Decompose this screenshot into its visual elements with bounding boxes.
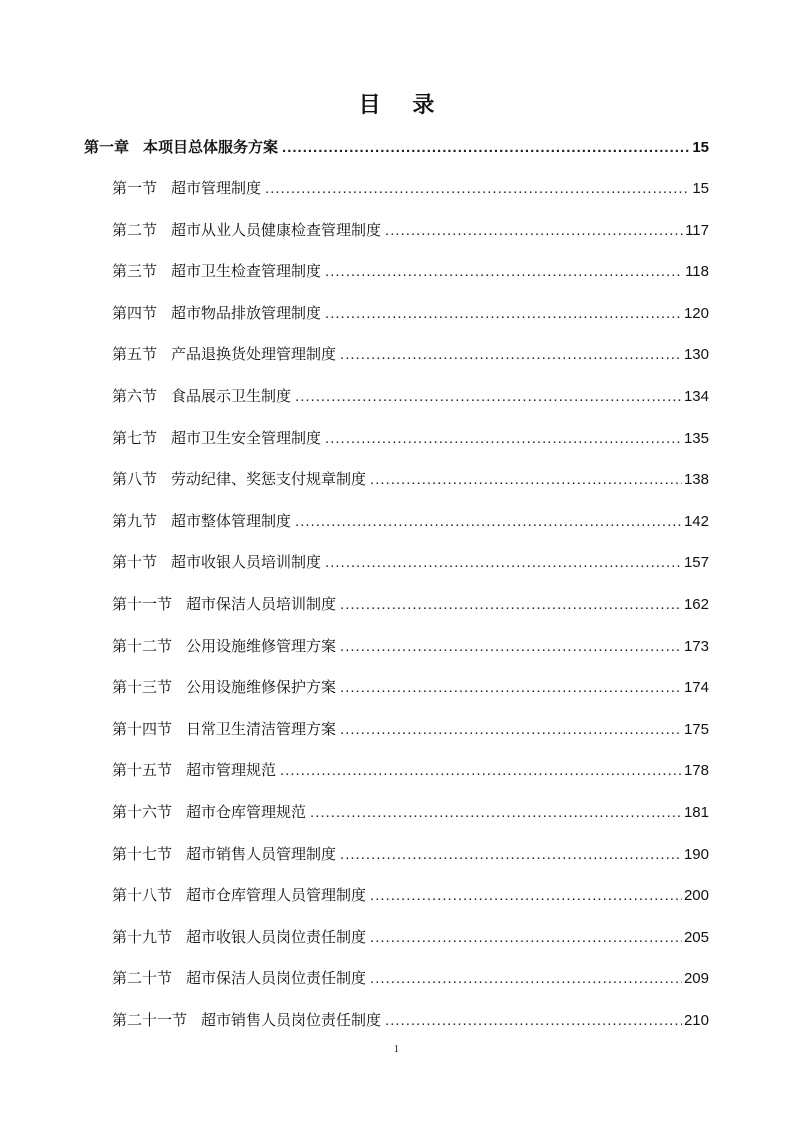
section-page: 162 [683, 596, 709, 613]
section-title: 超市仓库管理规范 [186, 803, 307, 821]
dot-leader [370, 887, 682, 904]
section-number: 第六节 [112, 387, 158, 405]
section-number: 第九节 [112, 512, 158, 530]
toc-section-20[interactable] [112, 967, 709, 991]
section-number: 第四节 [112, 304, 158, 322]
section-page: 173 [683, 638, 709, 655]
dot-leader [340, 721, 682, 738]
toc-section-7[interactable] [112, 427, 709, 451]
section-number: 第十八节 [112, 886, 173, 904]
section-number: 第十五节 [112, 761, 173, 779]
dot-leader [370, 970, 682, 987]
section-title: 超市物品排放管理制度 [171, 304, 322, 322]
section-page: 174 [683, 679, 709, 696]
section-page: 210 [683, 1012, 709, 1029]
chapter-number: 第一章 [84, 138, 130, 156]
dot-leader [310, 804, 682, 821]
toc-section-4[interactable] [112, 302, 709, 326]
dot-leader [295, 513, 682, 530]
section-number: 第十三节 [112, 678, 173, 696]
section-page: 175 [683, 721, 709, 738]
section-number: 第七节 [112, 429, 158, 447]
toc-section-5[interactable] [112, 343, 709, 367]
dot-leader [370, 929, 682, 946]
toc-section-16[interactable] [112, 801, 709, 825]
toc-section-17[interactable] [112, 843, 709, 867]
section-number: 第五节 [112, 345, 158, 363]
section-page: 120 [683, 305, 709, 322]
section-page: 200 [683, 887, 709, 904]
dot-leader [325, 554, 682, 571]
section-page: 178 [683, 762, 709, 779]
section-number: 第十四节 [112, 720, 173, 738]
toc-section-1[interactable] [112, 177, 709, 201]
section-number: 第十六节 [112, 803, 173, 821]
dot-leader [385, 1012, 682, 1029]
section-title: 超市从业人员健康检查管理制度 [171, 221, 382, 239]
dot-leader [280, 762, 682, 779]
dot-leader [385, 222, 683, 239]
section-page: 157 [683, 554, 709, 571]
toc-section-9[interactable] [112, 510, 709, 534]
section-page: 190 [683, 846, 709, 863]
toc-section-14[interactable] [112, 718, 709, 742]
dot-leader [325, 430, 682, 447]
dot-leader [340, 846, 682, 863]
section-page: 209 [683, 970, 709, 987]
toc-section-10[interactable] [112, 551, 709, 575]
section-number: 第八节 [112, 470, 158, 488]
toc-section-13[interactable] [112, 676, 709, 700]
section-title: 产品退换货处理管理制度 [171, 345, 337, 363]
section-number: 第二十一节 [112, 1011, 188, 1029]
section-title: 超市销售人员管理制度 [186, 845, 337, 863]
section-page: 118 [685, 263, 709, 280]
section-title: 超市卫生检查管理制度 [171, 262, 322, 280]
toc-section-19[interactable] [112, 926, 709, 950]
section-page: 130 [683, 346, 709, 363]
dot-leader [340, 638, 682, 655]
toc-section-11[interactable] [112, 593, 709, 617]
section-title: 劳动纪律、奖惩支付规章制度 [171, 470, 367, 488]
section-number: 第十二节 [112, 637, 173, 655]
section-title: 食品展示卫生制度 [171, 387, 292, 405]
section-title: 公用设施维修管理方案 [186, 637, 337, 655]
chapter-title: 本项目总体服务方案 [143, 138, 279, 156]
section-title: 超市保洁人员培训制度 [186, 595, 337, 613]
section-page: 181 [683, 804, 709, 821]
chapter-page: 15 [692, 139, 709, 156]
section-title: 超市管理制度 [171, 179, 262, 197]
dot-leader [325, 305, 682, 322]
toc-section-18[interactable] [112, 884, 709, 908]
section-number: 第一节 [112, 179, 158, 197]
toc-section-21[interactable] [112, 1009, 709, 1033]
section-title: 公用设施维修保护方案 [186, 678, 337, 696]
section-page: 15 [692, 180, 709, 197]
dot-leader [325, 263, 683, 280]
section-title: 超市收银人员培训制度 [171, 553, 322, 571]
section-number: 第十一节 [112, 595, 173, 613]
page-number: 1 [394, 1044, 399, 1055]
dot-leader [282, 139, 690, 156]
section-title: 超市收银人员岗位责任制度 [186, 928, 367, 946]
section-number: 第二节 [112, 221, 158, 239]
dot-leader [340, 596, 682, 613]
toc-section-15[interactable] [112, 759, 709, 783]
section-number: 第十节 [112, 553, 158, 571]
section-title: 日常卫生清洁管理方案 [186, 720, 337, 738]
dot-leader [295, 388, 682, 405]
section-title: 超市整体管理制度 [171, 512, 292, 530]
section-page: 134 [683, 388, 709, 405]
section-page: 138 [683, 471, 709, 488]
toc-section-12[interactable] [112, 635, 709, 659]
section-number: 第十九节 [112, 928, 173, 946]
section-title: 超市销售人员岗位责任制度 [201, 1011, 382, 1029]
dot-leader [370, 471, 682, 488]
section-number: 第十七节 [112, 845, 173, 863]
dot-leader [340, 346, 682, 363]
section-page: 205 [683, 929, 709, 946]
toc-chapter-1[interactable] [84, 136, 709, 160]
section-page: 135 [683, 430, 709, 447]
section-title: 超市管理规范 [186, 761, 277, 779]
toc-section-8[interactable] [112, 468, 709, 492]
toc-section-6[interactable] [112, 385, 709, 409]
section-number: 第二十节 [112, 969, 173, 987]
section-title: 超市卫生安全管理制度 [171, 429, 322, 447]
section-number: 第三节 [112, 262, 158, 280]
section-page: 142 [683, 513, 709, 530]
section-title: 超市仓库管理人员管理制度 [186, 886, 367, 904]
dot-leader [265, 180, 690, 197]
section-title: 超市保洁人员岗位责任制度 [186, 969, 367, 987]
dot-leader [340, 679, 682, 696]
toc-section-3[interactable] [112, 260, 709, 284]
section-page: 117 [685, 222, 709, 239]
toc-section-2[interactable] [112, 219, 709, 243]
page-title: 目 录 [358, 93, 447, 118]
